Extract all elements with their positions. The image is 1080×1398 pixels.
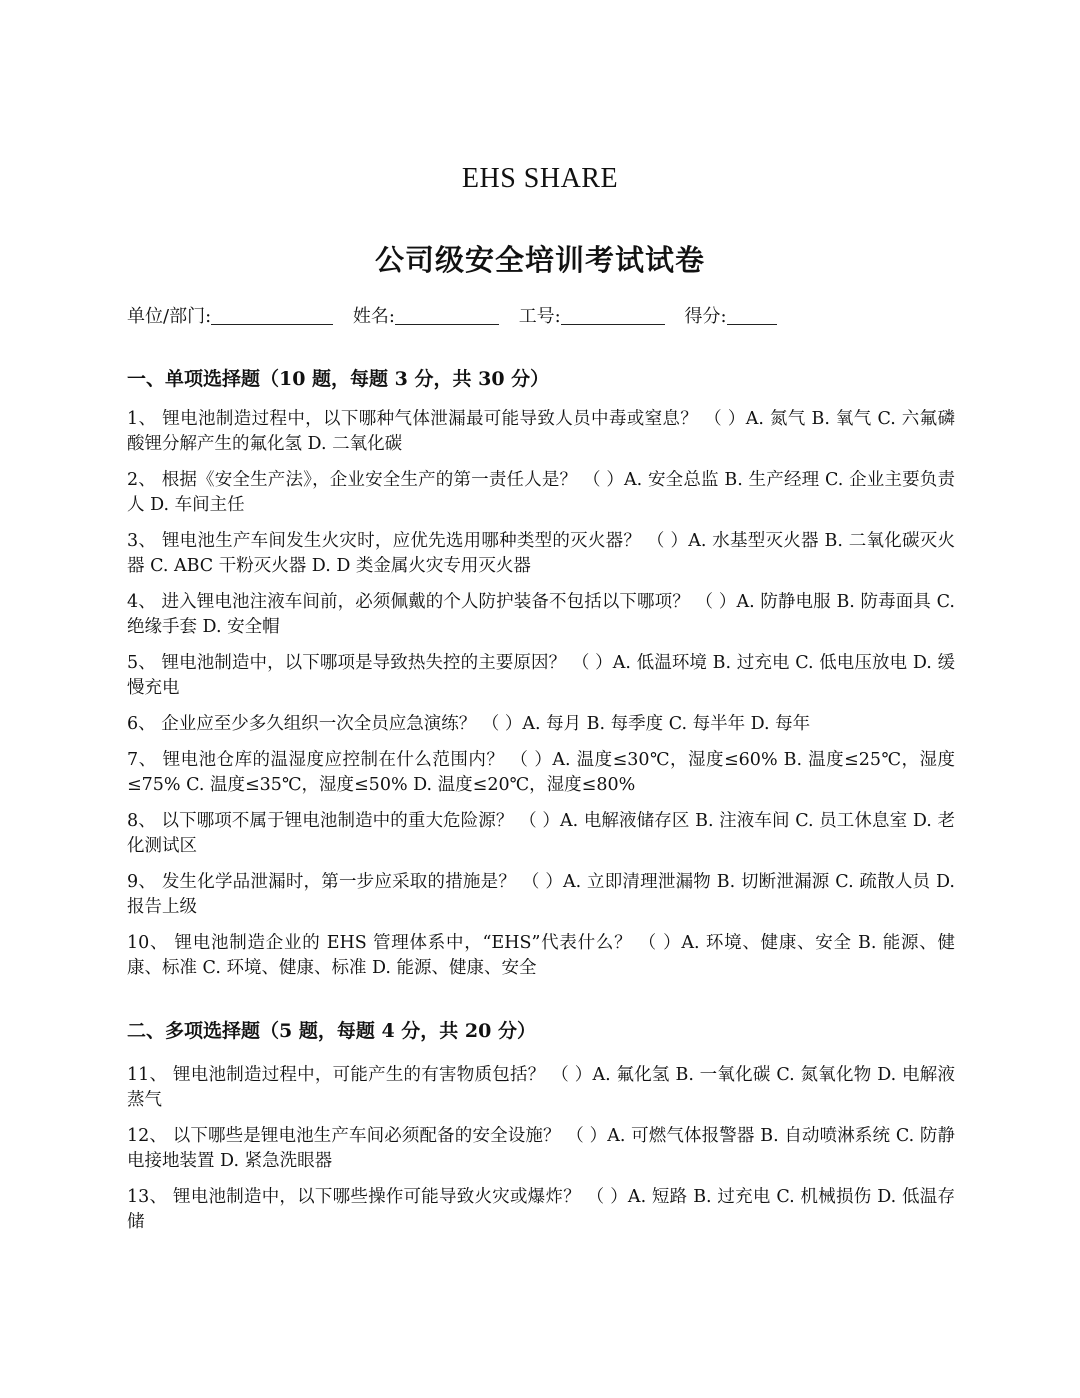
brand-header: EHS SHARE: [461, 163, 619, 194]
question-item: 6、 企业应至少多久组织一次全员应急演练？ （ ）A. 每月 B. 每季度 C. 每半年 D. 每年: [127, 714, 811, 734]
question-item: 11、 锂电池制造过程中，可能产生的有害物质包括？ （ ）A. 氟化氢 B. 一氧化碳 C. 氮氧化物 D. 电解液蒸气: [127, 1065, 955, 1110]
field-name-blank[interactable]: [395, 306, 499, 325]
field-score: [685, 306, 777, 327]
field-name-label: 姓名:: [352, 306, 395, 327]
question-item: 5、 锂电池制造中，以下哪项是导致热失控的主要原因？ （ ）A. 低温环境 B. 过充电 C. 低电压放电 D. 缓慢充电: [127, 653, 955, 698]
info-fields: [127, 302, 791, 328]
question-item: 4、 进入锂电池注液车间前，必须佩戴的个人防护装备不包括以下哪项？ （ ）A. 防静电服 B. 防毒面具 C. 绝缘手套 D. 安全帽: [127, 592, 955, 637]
question-item: 10、 锂电池制造企业的 EHS 管理体系中，“EHS”代表什么？ （ ）A. 环境、健康、安全 B. 能源、健康、标准 C. 环境、健康、标准 D. 能源、健康、安全: [127, 933, 955, 978]
page-title: 公司级安全培训考试试卷: [374, 243, 705, 277]
field-score-blank[interactable]: [727, 306, 777, 325]
field-name: [353, 306, 505, 327]
question-item: 7、 锂电池仓库的温湿度应控制在什么范围内？ （ ）A. 温度≤30℃，湿度≤60% B. 温度≤25℃，湿度≤75% C. 温度≤35℃，湿度≤50% D. 温度≤20℃，湿度≤80%: [127, 750, 955, 795]
question-item: 3、 锂电池生产车间发生火灾时，应优先选用哪种类型的灭火器？ （ ）A. 水基型灭火器 B. 二氧化碳灭火器 C. ABC 干粉灭火器 D. D 类金属火灾专用灭火器: [127, 531, 955, 576]
field-department-blank[interactable]: [211, 306, 333, 325]
question-item: 13、 锂电池制造中，以下哪些操作可能导致火灾或爆炸？ （ ）A. 短路 B. 过充电 C. 机械损伤 D. 低温存储: [127, 1187, 955, 1232]
field-department: [127, 306, 339, 327]
question-list-single-choice: [127, 407, 955, 992]
section-heading-multiple-choice: 二、多项选择题（5 题，每题 4 分，共 20 分）: [127, 1020, 536, 1042]
section-heading-single-choice: 一、单项选择题（10 题，每题 3 分，共 30 分）: [127, 368, 550, 390]
field-employee-id-blank[interactable]: [561, 306, 665, 325]
question-item: 12、 以下哪些是锂电池生产车间必须配备的安全设施？ （ ）A. 可燃气体报警器 B. 自动喷淋系统 C. 防静电接地装置 D. 紧急洗眼器: [127, 1126, 955, 1171]
question-item: 9、 发生化学品泄漏时，第一步应采取的措施是？ （ ）A. 立即清理泄漏物 B. 切断泄漏源 C. 疏散人员 D. 报告上级: [127, 872, 955, 917]
question-item: 2、 根据《安全生产法》，企业安全生产的第一责任人是？ （ ）A. 安全总监 B. 生产经理 C. 企业主要负责人 D. 车间主任: [127, 470, 955, 515]
question-list-multiple-choice: [127, 1063, 955, 1246]
field-employee-id: [519, 306, 671, 327]
question-item: 1、 锂电池制造过程中，以下哪种气体泄漏最可能导致人员中毒或窒息？ （ ）A. 氮气 B. 氧气 C. 六氟磷酸锂分解产生的氟化氢 D. 二氧化碳: [127, 409, 955, 454]
field-department-label: 单位/部门:: [127, 306, 212, 327]
question-item: 8、 以下哪项不属于锂电池制造中的重大危险源？ （ ）A. 电解液储存区 B. 注液车间 C. 员工休息室 D. 老化测试区: [127, 811, 955, 856]
field-employee-id-label: 工号:: [518, 306, 561, 327]
field-score-label: 得分:: [684, 306, 727, 327]
